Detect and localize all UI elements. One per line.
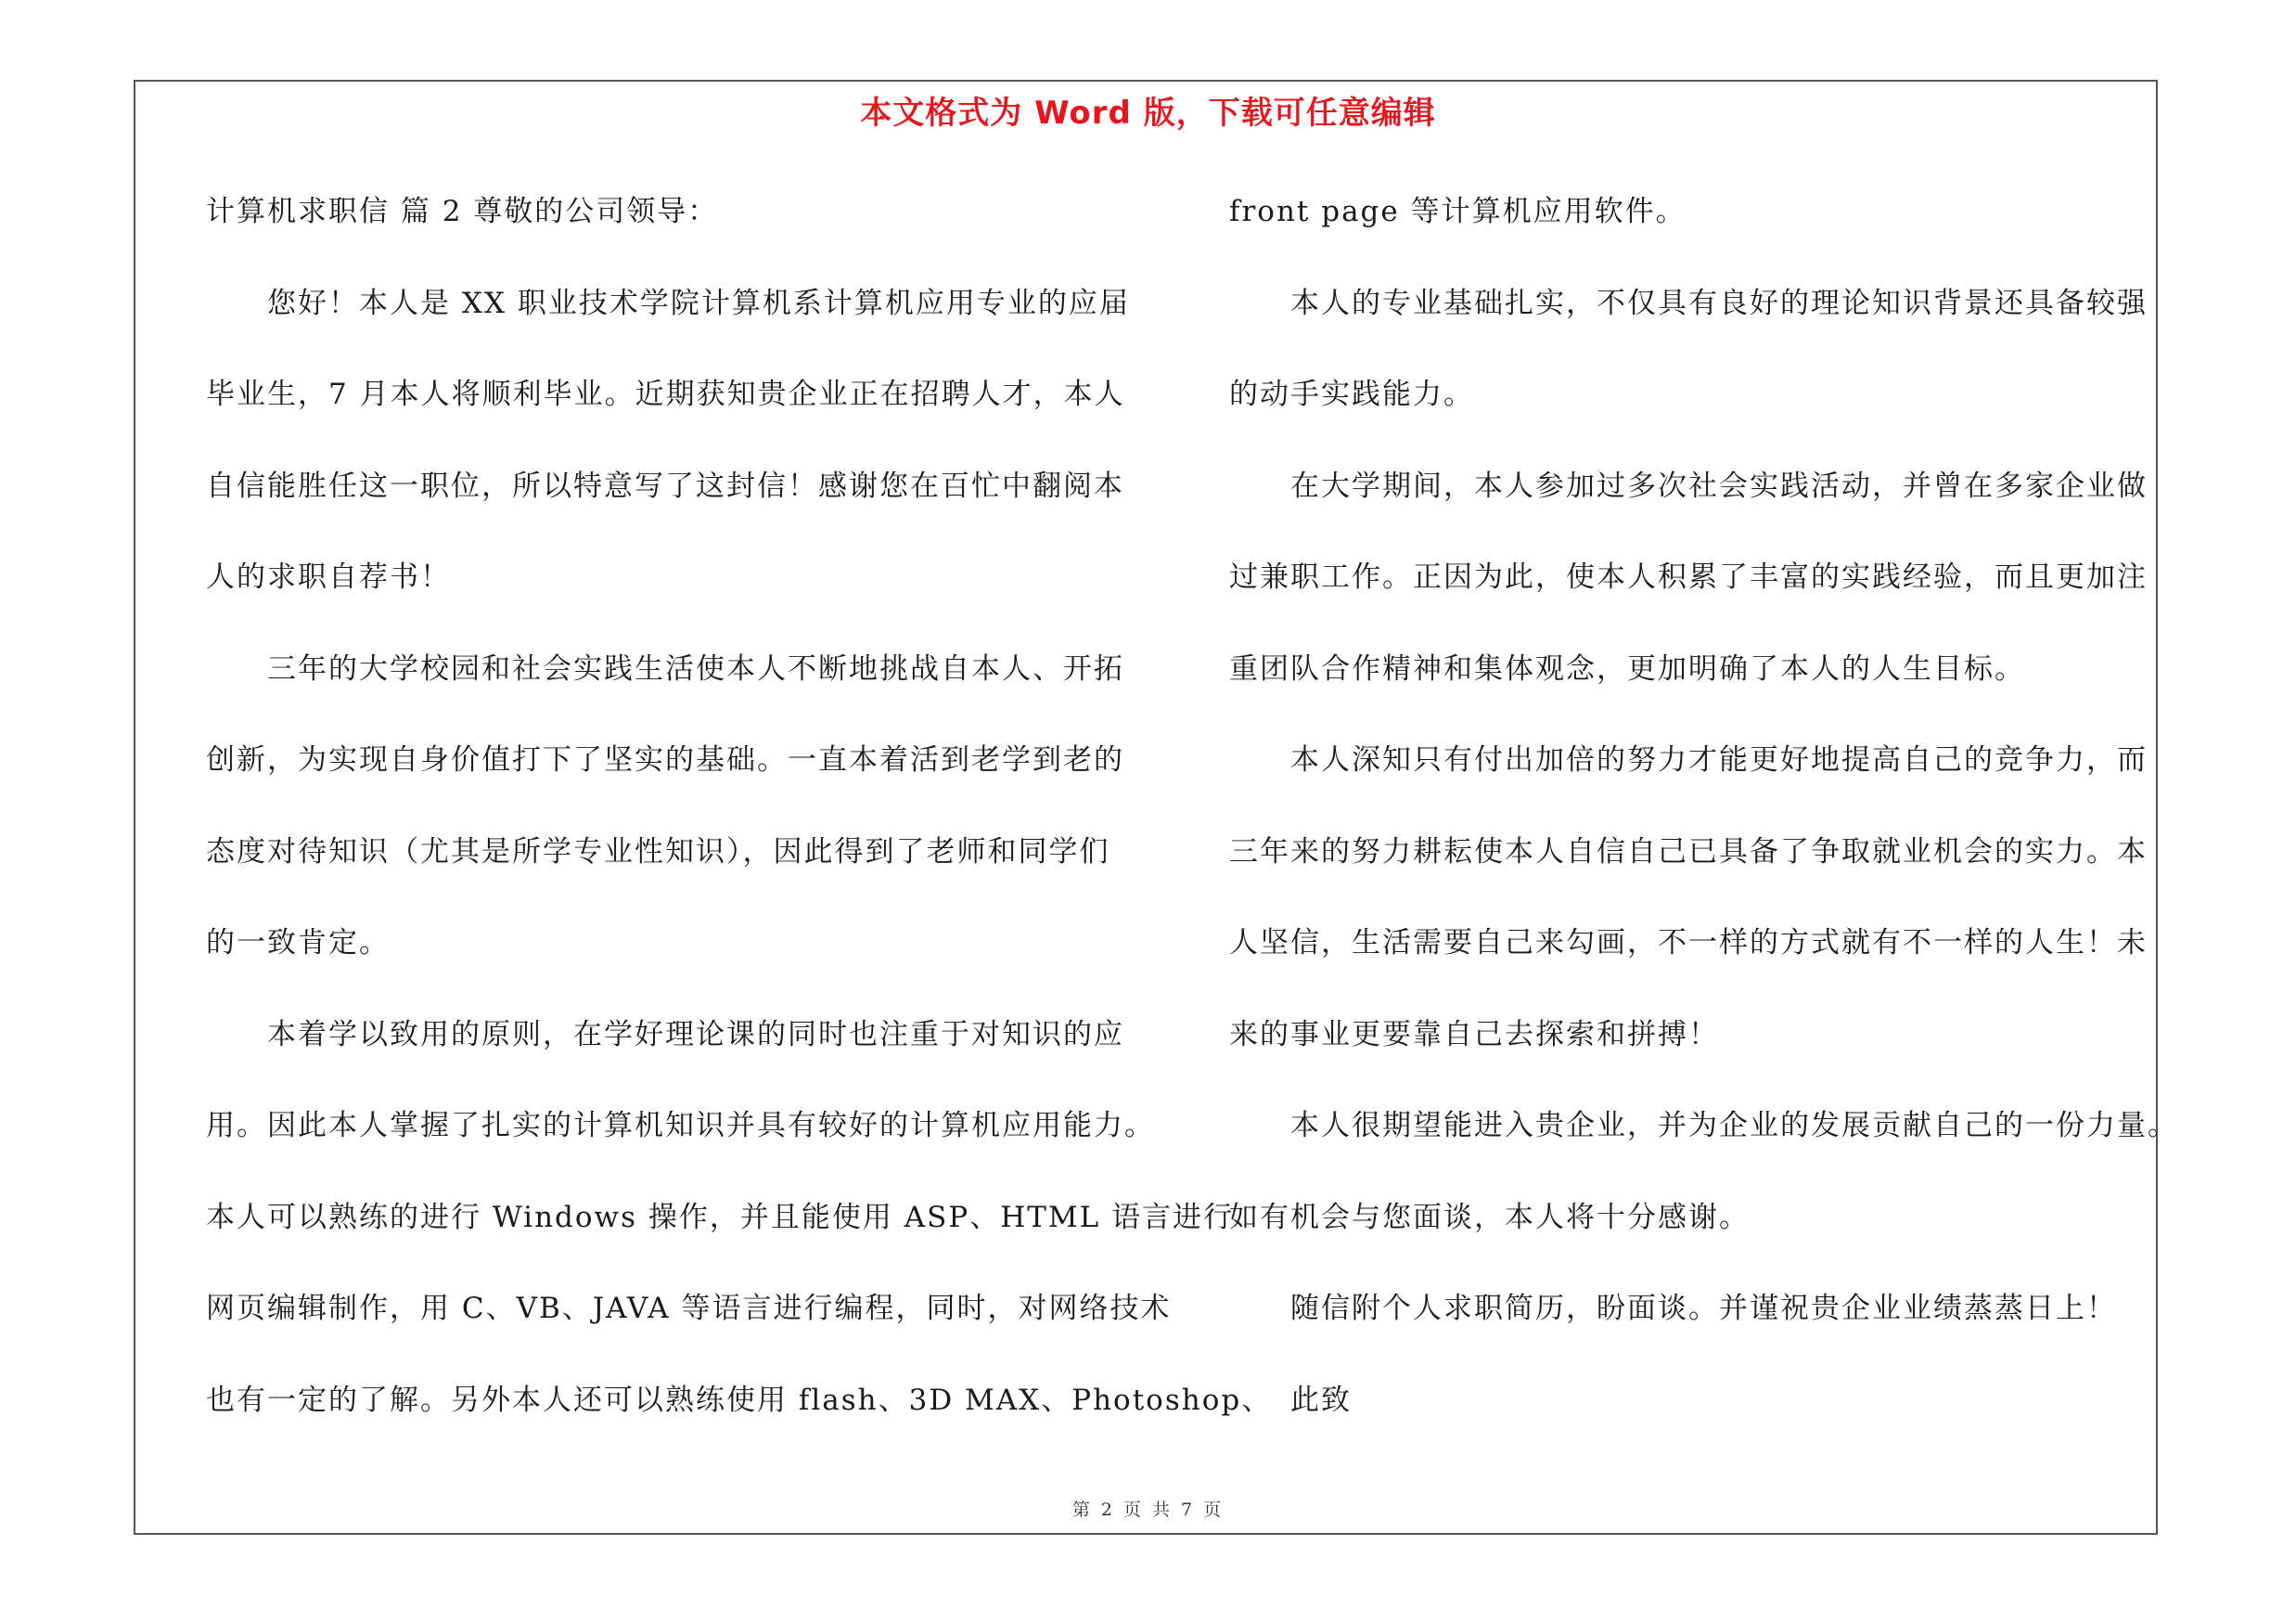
text-line: 本人深知只有付出加倍的努力才能更好地提高自己的竞争力，而: [1290, 743, 2148, 777]
text-line: 毕业生，7 月本人将顺利毕业。近期获知贵企业正在招聘人才，本人: [206, 378, 1125, 411]
left-column: [206, 182, 1273, 1462]
text-line: 用。因此本人掌握了扎实的计算机知识并具有较好的计算机应用能力。: [206, 1109, 1155, 1142]
text-line: 过兼职工作。正因为此，使本人积累了丰富的实践经验，而且更加注: [1229, 560, 2148, 594]
text-line: 本人可以熟练的进行 Windows 操作，并且能使用 ASP、HTML 语言进行: [206, 1200, 1235, 1234]
text-line: 创新，为实现自身价值打下了坚实的基础。一直本着活到老学到老的: [206, 743, 1124, 777]
page-number-footer: 第 2 页 共 7 页: [1071, 1500, 1225, 1520]
text-line: 本人很期望能进入贵企业，并为企业的发展贡献自己的一份力量。: [1290, 1109, 2178, 1142]
text-line: 三年的大学校园和社会实践生活使本人不断地挑战自本人、开拓: [267, 651, 1124, 686]
text-line: 本人的专业基础扎实，不仅具有良好的理论知识背景还具备较强: [1290, 286, 2148, 320]
text-line: 在大学期间，本人参加过多次社会实践活动，并曾在多家企业做: [1290, 469, 2148, 503]
text-line: 此致: [1290, 1383, 1352, 1417]
text-line: 来的事业更要靠自己去探索和拼搏！: [1229, 1017, 1719, 1051]
text-line: 本着学以致用的原则，在学好理论课的同时也注重于对知识的应: [267, 1017, 1124, 1051]
text-line: front page 等计算机应用软件。: [1229, 195, 1687, 228]
text-line: 态度对待知识（尤其是所学专业性知识），因此得到了老师和同学们: [206, 834, 1110, 869]
text-line: 的动手实践能力。: [1229, 378, 1474, 411]
text-line: 计算机求职信 篇 2 尊敬的公司领导：: [206, 195, 719, 228]
text-line: 随信附个人求职简历，盼面谈。并谨祝贵企业业绩蒸蒸日上！: [1290, 1292, 2117, 1325]
text-line: 也有一定的了解。另外本人还可以熟练使用 flash、3D MAX、Photoshop、: [206, 1383, 1273, 1417]
text-line: 人的求职自荐书！: [206, 560, 451, 594]
word-format-banner: 本文格式为 Word 版，下载可任意编辑: [860, 95, 1436, 132]
text-line: 网页编辑制作，用 C、VB、JAVA 等语言进行编程，同时，对网络技术: [206, 1292, 1172, 1325]
text-line: 您好！本人是 XX 职业技术学院计算机系计算机应用专业的应届: [267, 286, 1130, 320]
text-line: 人坚信，生活需要自己来勾画，不一样的方式就有不一样的人生！未: [1229, 926, 2148, 960]
text-line: 自信能胜任这一职位，所以特意写了这封信！感谢您在百忙中翻阅本: [206, 469, 1124, 503]
text-line: 重团队合作精神和集体观念，更加明确了本人的人生目标。: [1229, 651, 2025, 686]
text-line: 的一致肯定。: [206, 926, 390, 960]
text-line: 三年来的努力耕耘使本人自信自己已具备了争取就业机会的实力。本: [1229, 834, 2148, 869]
right-column: [1229, 182, 2178, 1462]
text-line: 如有机会与您面谈，本人将十分感谢。: [1229, 1200, 1750, 1234]
